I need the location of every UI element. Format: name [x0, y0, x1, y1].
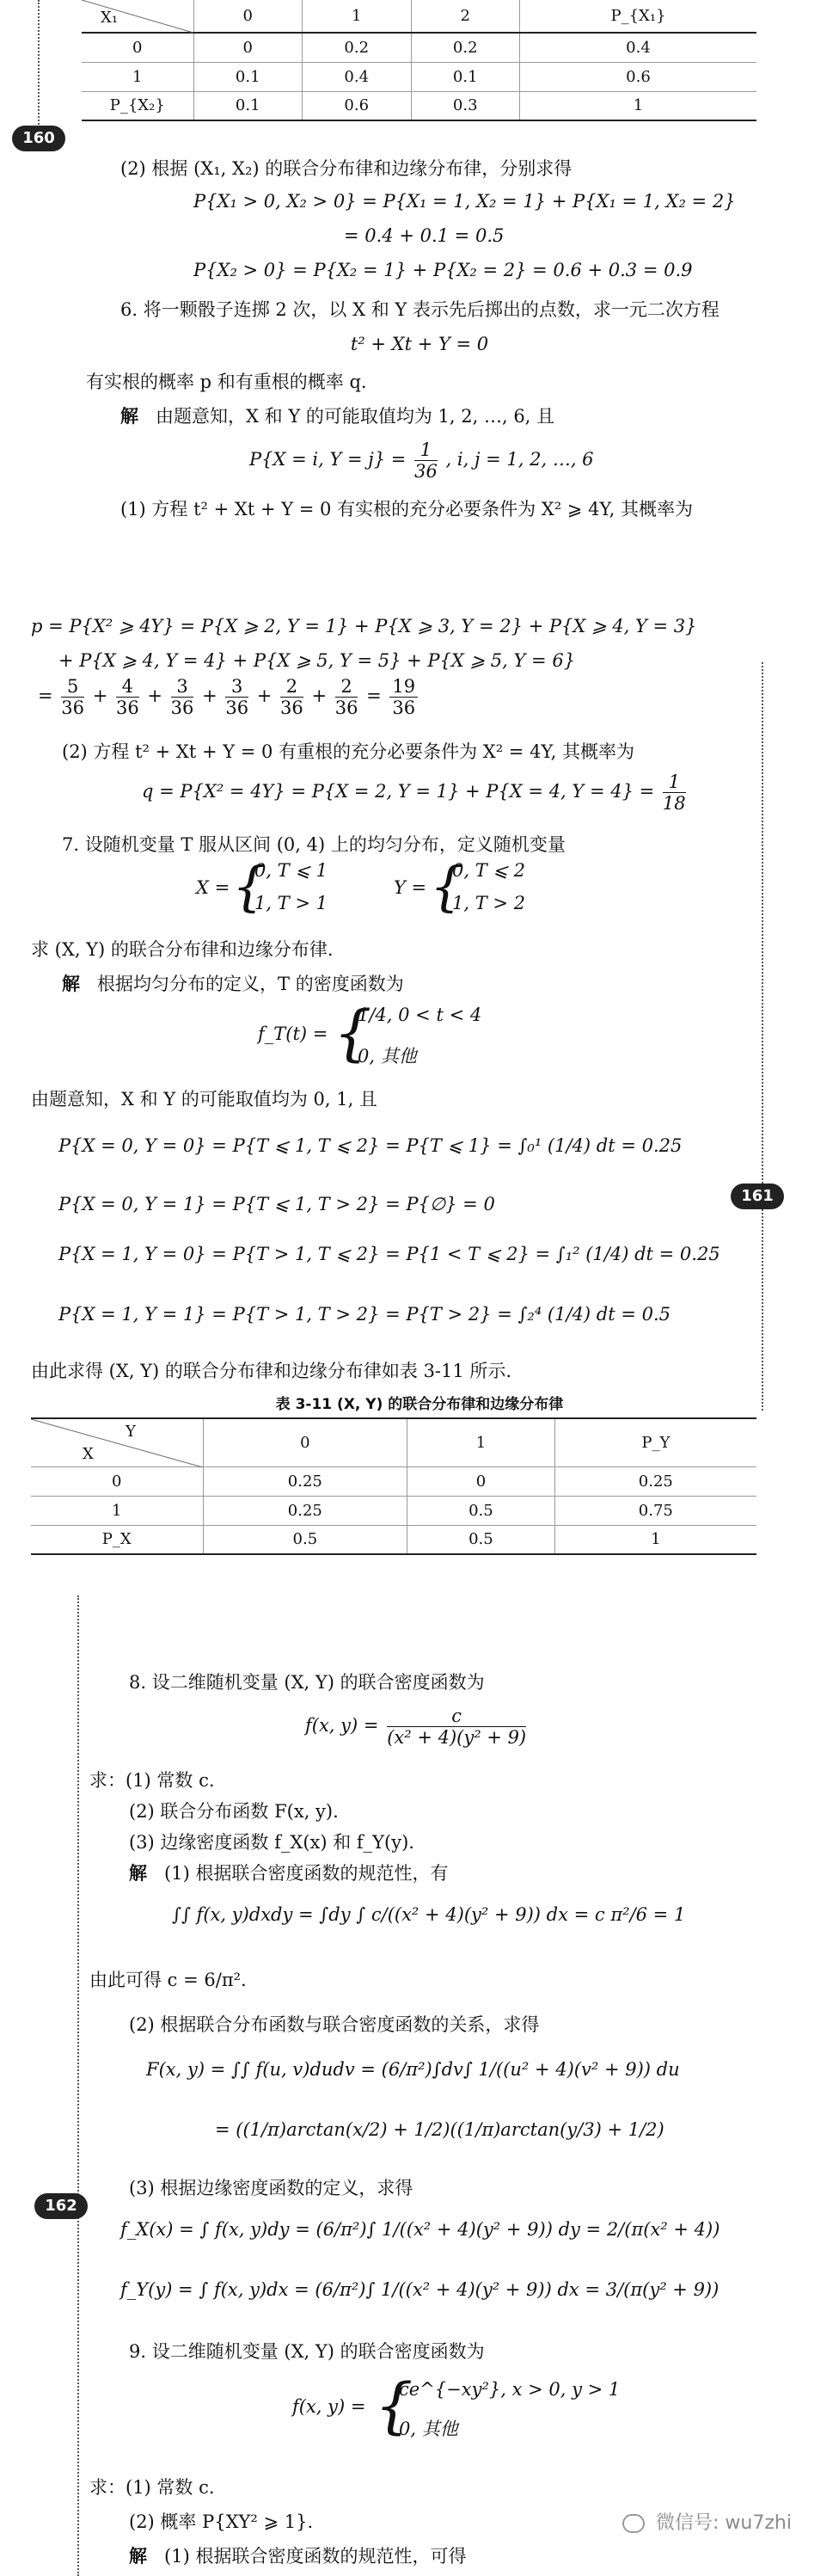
- table-cell: 0.25: [203, 1496, 407, 1525]
- p-frac-result: [389, 676, 418, 718]
- header-y: Y: [126, 1423, 136, 1441]
- q8-F-line-2: = ((1/π)arctan(x/2) + 1/2)((1/π)arctan(y/3) + 1/2): [215, 2119, 664, 2140]
- q7-r1: P{X = 0, Y = 0} = P{T ⩽ 1, T ⩽ 2} = P{T ⩽ 1} = ∫₀¹ (1/4) dt = 0.25: [58, 1135, 683, 1156]
- table-3-11-caption: 表 3-11 (X, Y) 的联合分布律和边缘分布律: [275, 1396, 564, 1413]
- margin-rule-p161: [762, 662, 763, 1411]
- q8-normalization: ∫∫ f(x, y)dxdy = ∫dy ∫ c/((x² + 4)(y² + 9)) dx = c π²/6 = 1: [172, 1904, 686, 1925]
- table-cell: 0.5: [203, 1525, 407, 1554]
- x-case-1: 1, T > 1: [254, 893, 328, 913]
- frac-num: 1: [663, 772, 686, 793]
- solution-text: (1) 根据联合密度函数的规范性，有: [164, 1863, 449, 1884]
- p-frac: [280, 676, 303, 718]
- table-cell: 0: [82, 33, 193, 62]
- q8-fX: f_X(x) = ∫ f(x, y)dy = (6/π²)∫ 1/((x² + 4)(y² + 9)) dy = 2/(π(x² + 4)): [120, 2219, 720, 2240]
- question-8: 8. 设二维随机变量 (X, Y) 的联合密度函数为: [129, 1672, 485, 1693]
- table-cell: 0.25: [203, 1466, 407, 1496]
- p-frac: [335, 676, 358, 718]
- table-cell: 0: [193, 33, 303, 62]
- table-cell: P_{X₂}: [82, 91, 193, 120]
- q7-ask: 求 (X, Y) 的联合分布律和边缘分布律.: [31, 939, 334, 960]
- page-number-160: 160: [12, 126, 65, 151]
- q-eq-text: q = P{X² = 4Y} = P{X = 2, Y = 1} + P{X = 4, Y = 4} =: [142, 781, 655, 802]
- q8-ask-2: (2) 联合分布函数 F(x, y).: [129, 1801, 339, 1822]
- frac-num: 2: [280, 676, 303, 698]
- frac-num: 4: [116, 676, 139, 698]
- q6-equation: t² + Xt + Y = 0: [350, 334, 489, 354]
- frac-den: 36: [392, 698, 416, 719]
- joint-distribution-table-x1-x2: [82, 0, 756, 121]
- p-frac: [225, 676, 248, 718]
- table-cell: 1: [31, 1496, 203, 1525]
- q8-F-line-1: F(x, y) = ∫∫ f(u, v)dudv = (6/π²)∫dv∫ 1/((u² + 4)(v² + 9)) du: [146, 2059, 680, 2080]
- frac-num: 19: [389, 676, 418, 698]
- watermark-text: 微信号: wu7zhi: [656, 2512, 792, 2534]
- ft-density: f_T(t) = { 1/4, 0 < t < 4 0, 其他: [258, 998, 482, 1068]
- table-cell: 0.3: [411, 91, 520, 120]
- frac-den: 36: [280, 698, 303, 719]
- q7-solution: [62, 970, 404, 996]
- table-cell: 0.1: [411, 62, 520, 91]
- q6-prob-equation: [249, 435, 594, 483]
- f9-case-1: 0, 其他: [399, 2419, 458, 2439]
- q9-ask-2: (2) 概率 P{XY² ⩾ 1}.: [129, 2511, 314, 2532]
- q8-solution-1: [129, 1860, 448, 1885]
- q7-r2: P{X = 0, Y = 1} = P{T ⩽ 1, T > 2} = P{∅} = 0: [58, 1194, 495, 1214]
- wechat-icon: [622, 2514, 645, 2533]
- q6-part2: (2) 方程 t² + Xt + Y = 0 有重根的充分必要条件为 X² = 4Y, 其概率为: [62, 741, 634, 762]
- p160-part2-intro: (2) 根据 (X₁, X₂) 的联合分布律和边缘分布律，分别求得: [120, 158, 573, 179]
- f9-case-0: ce^{−xy²}, x > 0, y > 1: [399, 2379, 621, 2400]
- table-cell: 0.1: [193, 62, 303, 91]
- header-col: 1: [303, 0, 412, 33]
- table-cell: 0.5: [407, 1496, 555, 1525]
- solution-text: (1) 根据联合密度函数的规范性，可得: [164, 2546, 467, 2567]
- table-cell: 0.6: [303, 91, 412, 120]
- q8-fY: f_Y(y) = ∫ f(x, y)dx = (6/π²)∫ 1/((x² + 4)(y² + 9)) dx = 3/(π(y² + 9)): [120, 2279, 720, 2300]
- solution-label: 解: [62, 973, 80, 994]
- eq-c-left: P{X = i, Y = j} =: [249, 449, 407, 470]
- question-7: 7. 设随机变量 T 服从区间 (0, 4) 上的均匀分布，定义随机变量: [62, 834, 566, 855]
- table-cell: P_X: [31, 1525, 203, 1554]
- table-cell: 0.4: [520, 33, 757, 62]
- table-cell: 0: [407, 1466, 555, 1496]
- diagonal-divider: [82, 0, 193, 33]
- diagonal-divider: [31, 1419, 203, 1467]
- table-cell: 0: [31, 1466, 203, 1496]
- table-cell: 0.25: [554, 1466, 756, 1496]
- table-cell: 0.5: [407, 1525, 555, 1554]
- p160-eq-a2: = 0.4 + 0.1 = 0.5: [344, 225, 505, 246]
- fraction-1-18: [663, 772, 686, 814]
- frac-num: 3: [225, 676, 248, 698]
- p-line-2: + P{X ⩾ 4, Y = 4} + P{X ⩾ 5, Y = 5} + P{X ⩾ 5, Y = 6}: [58, 650, 576, 671]
- frac-den: 36: [414, 461, 438, 482]
- q8-ask-1: 求：(1) 常数 c.: [89, 1770, 215, 1791]
- table-cell: 0.2: [411, 33, 520, 62]
- y-case-0: 0, T ⩽ 2: [452, 860, 526, 881]
- header-col: 1: [407, 1418, 555, 1466]
- q9-solution-1: [129, 2542, 466, 2568]
- solution-label: 解: [129, 1862, 147, 1884]
- ft-case-0: 1/4, 0 < t < 4: [358, 1005, 482, 1025]
- page-number-161: 161: [731, 1183, 784, 1209]
- solution-label: 解: [129, 2545, 147, 2567]
- wechat-watermark: [622, 2508, 792, 2535]
- ft-case-1: 0, 其他: [358, 1046, 417, 1067]
- q8-solution-2: (2) 根据联合分布函数与联合密度函数的关系，求得: [129, 2014, 540, 2035]
- table-cell: 0.75: [554, 1496, 756, 1525]
- p-line-1: p = P{X² ⩾ 4Y} = P{X ⩾ 2, Y = 1} + P{X ⩾ 3, Y = 2} + P{X ⩾ 4, Y = 3}: [31, 616, 697, 636]
- q7-r4: P{X = 1, Y = 1} = P{T > 1, T > 2} = P{T > 2} = ∫₂⁴ (1/4) dt = 0.5: [58, 1304, 671, 1325]
- table-corner-cell: [82, 0, 193, 33]
- f-lhs: f(x, y) =: [305, 1715, 379, 1736]
- table-cell: 1: [520, 91, 757, 120]
- p-fraction-sum: = $\frac{5}{36}$ + $\frac{4}{36}$ + $\frac{3}{36}$ + $\frac{3}{36}$ + $\frac{2}{36}$ + $\frac{2}{36}$ = $\frac{19}{36}$: [38, 676, 420, 718]
- margin-rule-p162: [77, 1595, 79, 2576]
- eq-c-right: , i, j = 1, 2, …, 6: [445, 449, 594, 470]
- header-col: 0: [203, 1418, 407, 1466]
- table-cell: 0.2: [303, 33, 412, 62]
- frac-den: 36: [334, 698, 358, 719]
- fraction-1-36: [414, 440, 438, 482]
- q9-ask-1: 求：(1) 常数 c.: [89, 2477, 215, 2498]
- frac-num: c: [387, 1706, 526, 1727]
- frac-num: 2: [335, 676, 358, 698]
- frac-num: 5: [61, 676, 84, 698]
- q7-values: 由题意知，X 和 Y 的可能取值均为 0, 1, 且: [31, 1089, 377, 1110]
- f9-lhs: f(x, y) =: [292, 2396, 366, 2417]
- solution-text: 由题意知，X 和 Y 的可能取值均为 1, 2, …, 6, 且: [156, 406, 555, 427]
- q8-fraction: [387, 1706, 526, 1748]
- frac-den: (x² + 4)(y² + 9): [387, 1727, 527, 1748]
- table-cell: 0.1: [193, 91, 303, 120]
- header-col: P_{X₁}: [520, 0, 757, 33]
- header-x: X: [83, 1445, 94, 1463]
- p160-eq-b: P{X₂ > 0} = P{X₂ = 1} + P{X₂ = 2} = 0.6 + 0.3 = 0.9: [193, 260, 693, 280]
- table-cell: 1: [82, 62, 193, 91]
- q8-get-c: 由此可得 c = 6/π².: [89, 1970, 247, 1990]
- q6-part1: (1) 方程 t² + Xt + Y = 0 有实根的充分必要条件为 X² ⩾ 4Y, 其概率为: [120, 499, 693, 520]
- q9-density: f(x, y) = { ce^{−xy²}, x > 0, y > 1 0, 其他: [292, 2370, 621, 2441]
- q8-ask-3: (3) 边缘密度函数 f_X(x) 和 f_Y(y).: [129, 1832, 414, 1853]
- frac-num: 1: [414, 440, 438, 461]
- margin-rule-p160: [38, 0, 40, 138]
- q6-solution: [120, 403, 554, 428]
- question-6: 6. 将一颗骰子连掷 2 次，以 X 和 Y 表示先后掷出的点数，求一元二次方程: [120, 299, 720, 320]
- frac-den: 18: [662, 793, 686, 814]
- frac-den: 36: [61, 698, 85, 719]
- frac-num: 3: [171, 676, 194, 698]
- q8-density: [305, 1700, 529, 1751]
- table-cell: 1: [554, 1525, 756, 1554]
- frac-den: 36: [115, 698, 139, 719]
- p-frac: [171, 676, 194, 718]
- x-case-0: 0, T ⩽ 1: [254, 860, 328, 881]
- frac-den: 36: [225, 698, 249, 719]
- solution-text: 根据均匀分布的定义，T 的密度函数为: [97, 974, 404, 994]
- q8-solution-3: (3) 根据边缘密度函数的定义，求得: [129, 2178, 413, 2198]
- page-number-162: 162: [34, 2193, 88, 2219]
- header-col: 0: [193, 0, 303, 33]
- q7-conclusion: 由此求得 (X, Y) 的联合分布律和边缘分布律如表 3-11 所示.: [31, 1361, 512, 1381]
- header-col: P_Y: [554, 1418, 756, 1466]
- question-9: 9. 设二维随机变量 (X, Y) 的联合密度函数为: [129, 2341, 485, 2362]
- table-cell: 0.6: [520, 62, 757, 91]
- solution-label: 解: [120, 405, 138, 427]
- table-cell: 0.4: [303, 62, 412, 91]
- p-frac: [61, 676, 84, 718]
- p-frac: [116, 676, 139, 718]
- header-x1: X₁: [101, 9, 119, 27]
- joint-distribution-table-3-11: [31, 1417, 756, 1555]
- q6-continuation: 有实根的概率 p 和有重根的概率 q.: [86, 372, 367, 392]
- p160-eq-a1: P{X₁ > 0, X₂ > 0} = P{X₁ = 1, X₂ = 1} + P{X₁ = 1, X₂ = 2}: [193, 191, 736, 212]
- header-col: 2: [411, 0, 520, 33]
- ft-lhs: f_T(t) =: [258, 1024, 328, 1044]
- frac-den: 36: [170, 698, 194, 719]
- q7-r3: P{X = 1, Y = 0} = P{T > 1, T ⩽ 2} = P{1 < T ⩽ 2} = ∫₁² (1/4) dt = 0.25: [58, 1244, 720, 1264]
- table-corner-cell: [31, 1418, 203, 1466]
- q-equation: [142, 767, 689, 815]
- y-case-1: 1, T > 2: [452, 893, 526, 913]
